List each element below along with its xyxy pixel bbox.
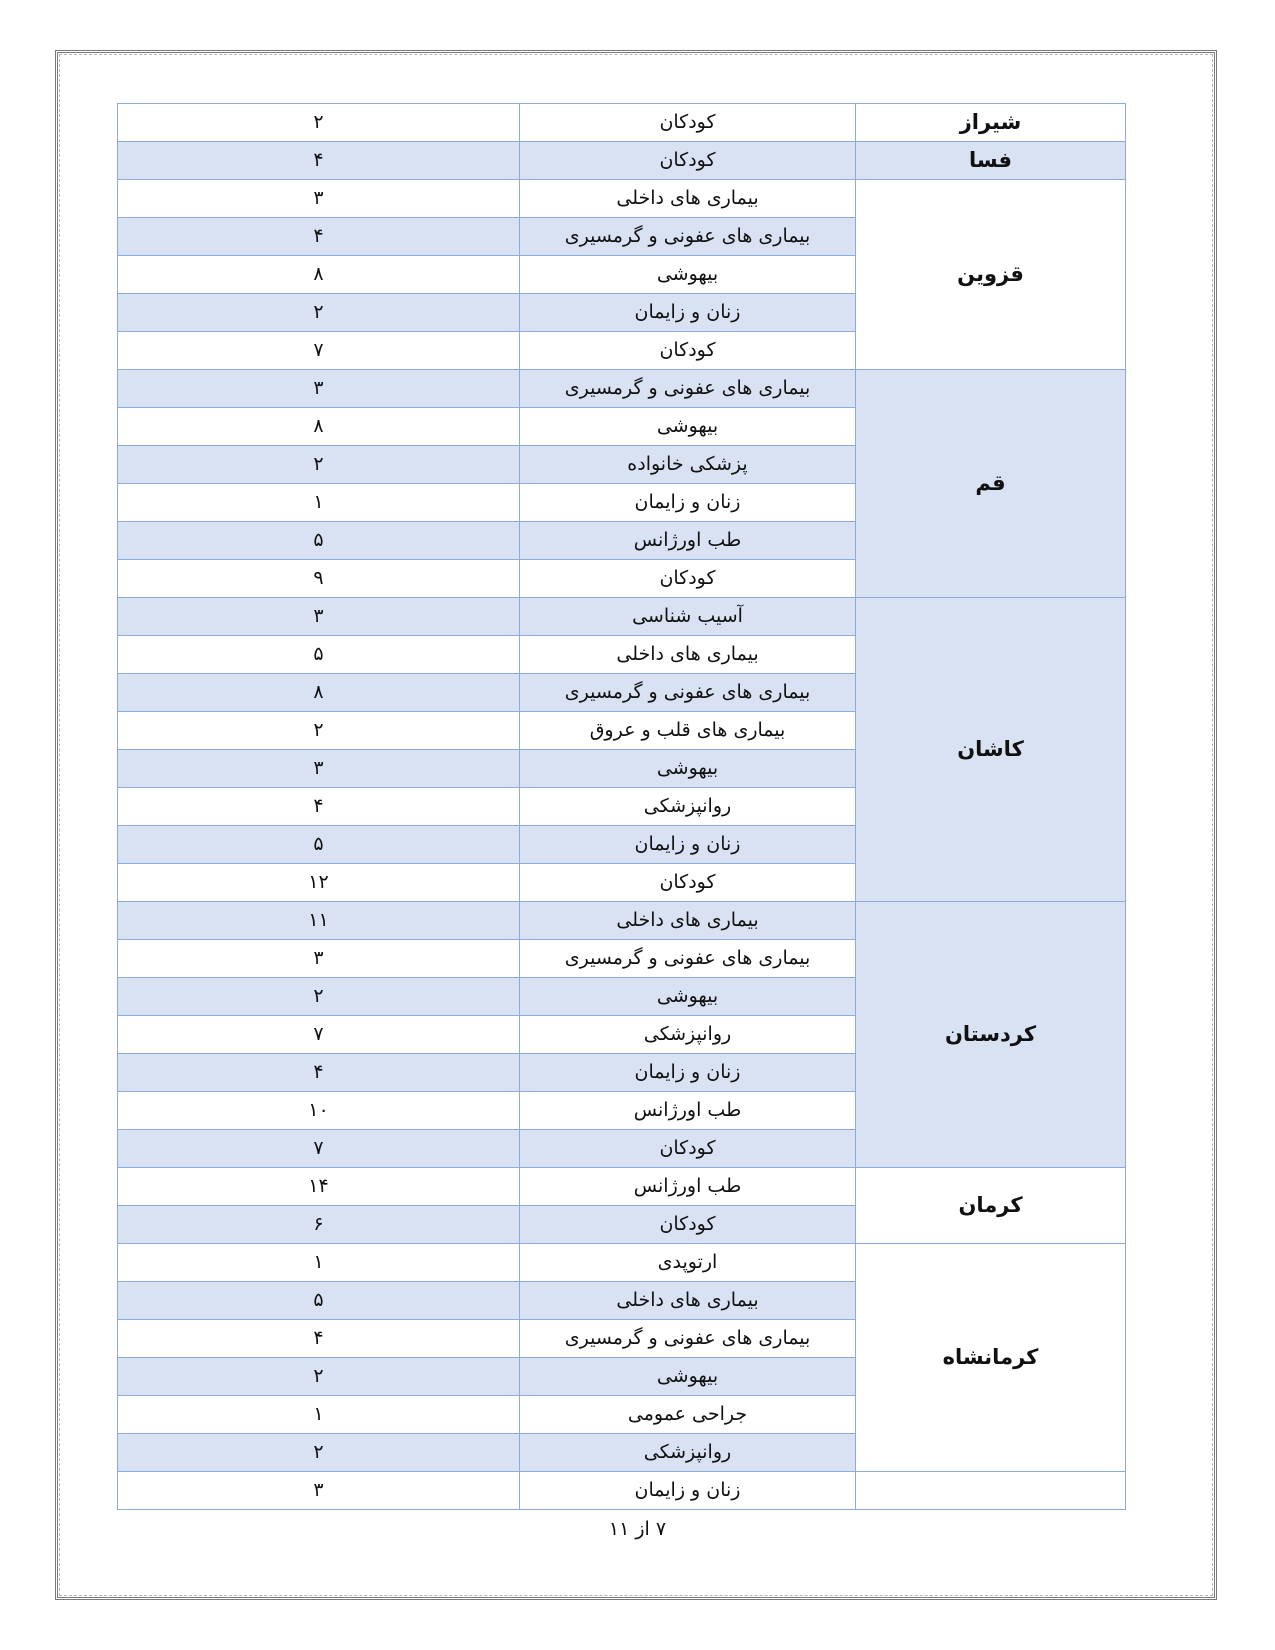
count-cell: ۵ <box>118 1282 520 1320</box>
table-row <box>118 370 1126 408</box>
count-cell: ۹ <box>118 560 520 598</box>
table-row <box>118 902 1126 940</box>
specialty-cell: طب اورژانس <box>520 1168 856 1206</box>
specialty-cell: بیهوشی <box>520 256 856 294</box>
count-cell: ۸ <box>118 674 520 712</box>
specialty-cell: کودکان <box>520 1130 856 1168</box>
count-cell: ۲ <box>118 978 520 1016</box>
specialty-cell: زنان و زایمان <box>520 484 856 522</box>
count-cell: ۳ <box>118 370 520 408</box>
table-row <box>118 1244 1126 1282</box>
city-cell <box>856 1472 1126 1510</box>
count-cell: ۴ <box>118 142 520 180</box>
table-row <box>118 104 1126 142</box>
count-cell: ۲ <box>118 294 520 332</box>
specialty-cell: بیهوشی <box>520 1358 856 1396</box>
city-cell: فسا <box>856 142 1126 180</box>
count-cell: ۳ <box>118 598 520 636</box>
table-row <box>118 1472 1126 1510</box>
count-cell: ۱۱ <box>118 902 520 940</box>
specialty-cell: بیماری های عفونی و گرمسیری <box>520 370 856 408</box>
count-cell: ۲ <box>118 712 520 750</box>
specialty-table <box>117 103 1126 1510</box>
specialty-cell: بیماری های عفونی و گرمسیری <box>520 940 856 978</box>
count-cell: ۴ <box>118 788 520 826</box>
specialty-cell: روانپزشکی <box>520 1434 856 1472</box>
specialty-cell: کودکان <box>520 332 856 370</box>
count-cell: ۷ <box>118 1130 520 1168</box>
count-cell: ۸ <box>118 408 520 446</box>
count-cell: ۱۰ <box>118 1092 520 1130</box>
specialty-cell: روانپزشکی <box>520 1016 856 1054</box>
count-cell: ۱ <box>118 1396 520 1434</box>
specialty-cell: زنان و زایمان <box>520 1054 856 1092</box>
count-cell: ۲ <box>118 104 520 142</box>
count-cell: ۱ <box>118 1244 520 1282</box>
specialty-cell: ارتوپدی <box>520 1244 856 1282</box>
table-row <box>118 1168 1126 1206</box>
specialty-cell: بیماری های عفونی و گرمسیری <box>520 218 856 256</box>
count-cell: ۴ <box>118 218 520 256</box>
count-cell: ۵ <box>118 522 520 560</box>
specialty-cell: کودکان <box>520 104 856 142</box>
specialty-cell: طب اورژانس <box>520 1092 856 1130</box>
specialty-cell: جراحی عمومی <box>520 1396 856 1434</box>
city-cell: کرمان <box>856 1168 1126 1244</box>
specialty-cell: بیماری های قلب و عروق <box>520 712 856 750</box>
specialty-cell: کودکان <box>520 560 856 598</box>
count-cell: ۵ <box>118 636 520 674</box>
count-cell: ۷ <box>118 332 520 370</box>
count-cell: ۲ <box>118 446 520 484</box>
city-cell: کردستان <box>856 902 1126 1168</box>
table-row <box>118 142 1126 180</box>
specialty-cell: روانپزشکی <box>520 788 856 826</box>
specialty-cell: کودکان <box>520 142 856 180</box>
city-cell: کرمانشاه <box>856 1244 1126 1472</box>
count-cell: ۵ <box>118 826 520 864</box>
specialty-cell: بیهوشی <box>520 750 856 788</box>
count-cell: ۴ <box>118 1054 520 1092</box>
count-cell: ۶ <box>118 1206 520 1244</box>
count-cell: ۱۲ <box>118 864 520 902</box>
specialty-cell: زنان و زایمان <box>520 1472 856 1510</box>
specialty-cell: بیماری های داخلی <box>520 636 856 674</box>
count-cell: ۲ <box>118 1434 520 1472</box>
count-cell: ۷ <box>118 1016 520 1054</box>
specialty-cell: زنان و زایمان <box>520 826 856 864</box>
specialty-cell: بیهوشی <box>520 978 856 1016</box>
specialty-cell: پزشکی خانواده <box>520 446 856 484</box>
count-cell: ۲ <box>118 1358 520 1396</box>
specialty-cell: بیهوشی <box>520 408 856 446</box>
count-cell: ۳ <box>118 180 520 218</box>
specialty-cell: زنان و زایمان <box>520 294 856 332</box>
page-number: ۷ از ۱۱ <box>608 1518 667 1540</box>
count-cell: ۴ <box>118 1320 520 1358</box>
count-cell: ۸ <box>118 256 520 294</box>
table-row <box>118 598 1126 636</box>
count-cell: ۳ <box>118 1472 520 1510</box>
specialty-cell: طب اورژانس <box>520 522 856 560</box>
city-cell: قم <box>856 370 1126 598</box>
specialty-cell: آسیب شناسی <box>520 598 856 636</box>
count-cell: ۱ <box>118 484 520 522</box>
count-cell: ۳ <box>118 750 520 788</box>
specialty-cell: بیماری های داخلی <box>520 1282 856 1320</box>
specialty-cell: بیماری های عفونی و گرمسیری <box>520 1320 856 1358</box>
count-cell: ۱۴ <box>118 1168 520 1206</box>
specialty-cell: کودکان <box>520 1206 856 1244</box>
count-cell: ۳ <box>118 940 520 978</box>
city-cell: قزوین <box>856 180 1126 370</box>
specialty-cell: کودکان <box>520 864 856 902</box>
table-row <box>118 180 1126 218</box>
specialty-cell: بیماری های عفونی و گرمسیری <box>520 674 856 712</box>
specialty-cell: بیماری های داخلی <box>520 902 856 940</box>
city-cell: شیراز <box>856 104 1126 142</box>
specialty-cell: بیماری های داخلی <box>520 180 856 218</box>
city-cell: کاشان <box>856 598 1126 902</box>
